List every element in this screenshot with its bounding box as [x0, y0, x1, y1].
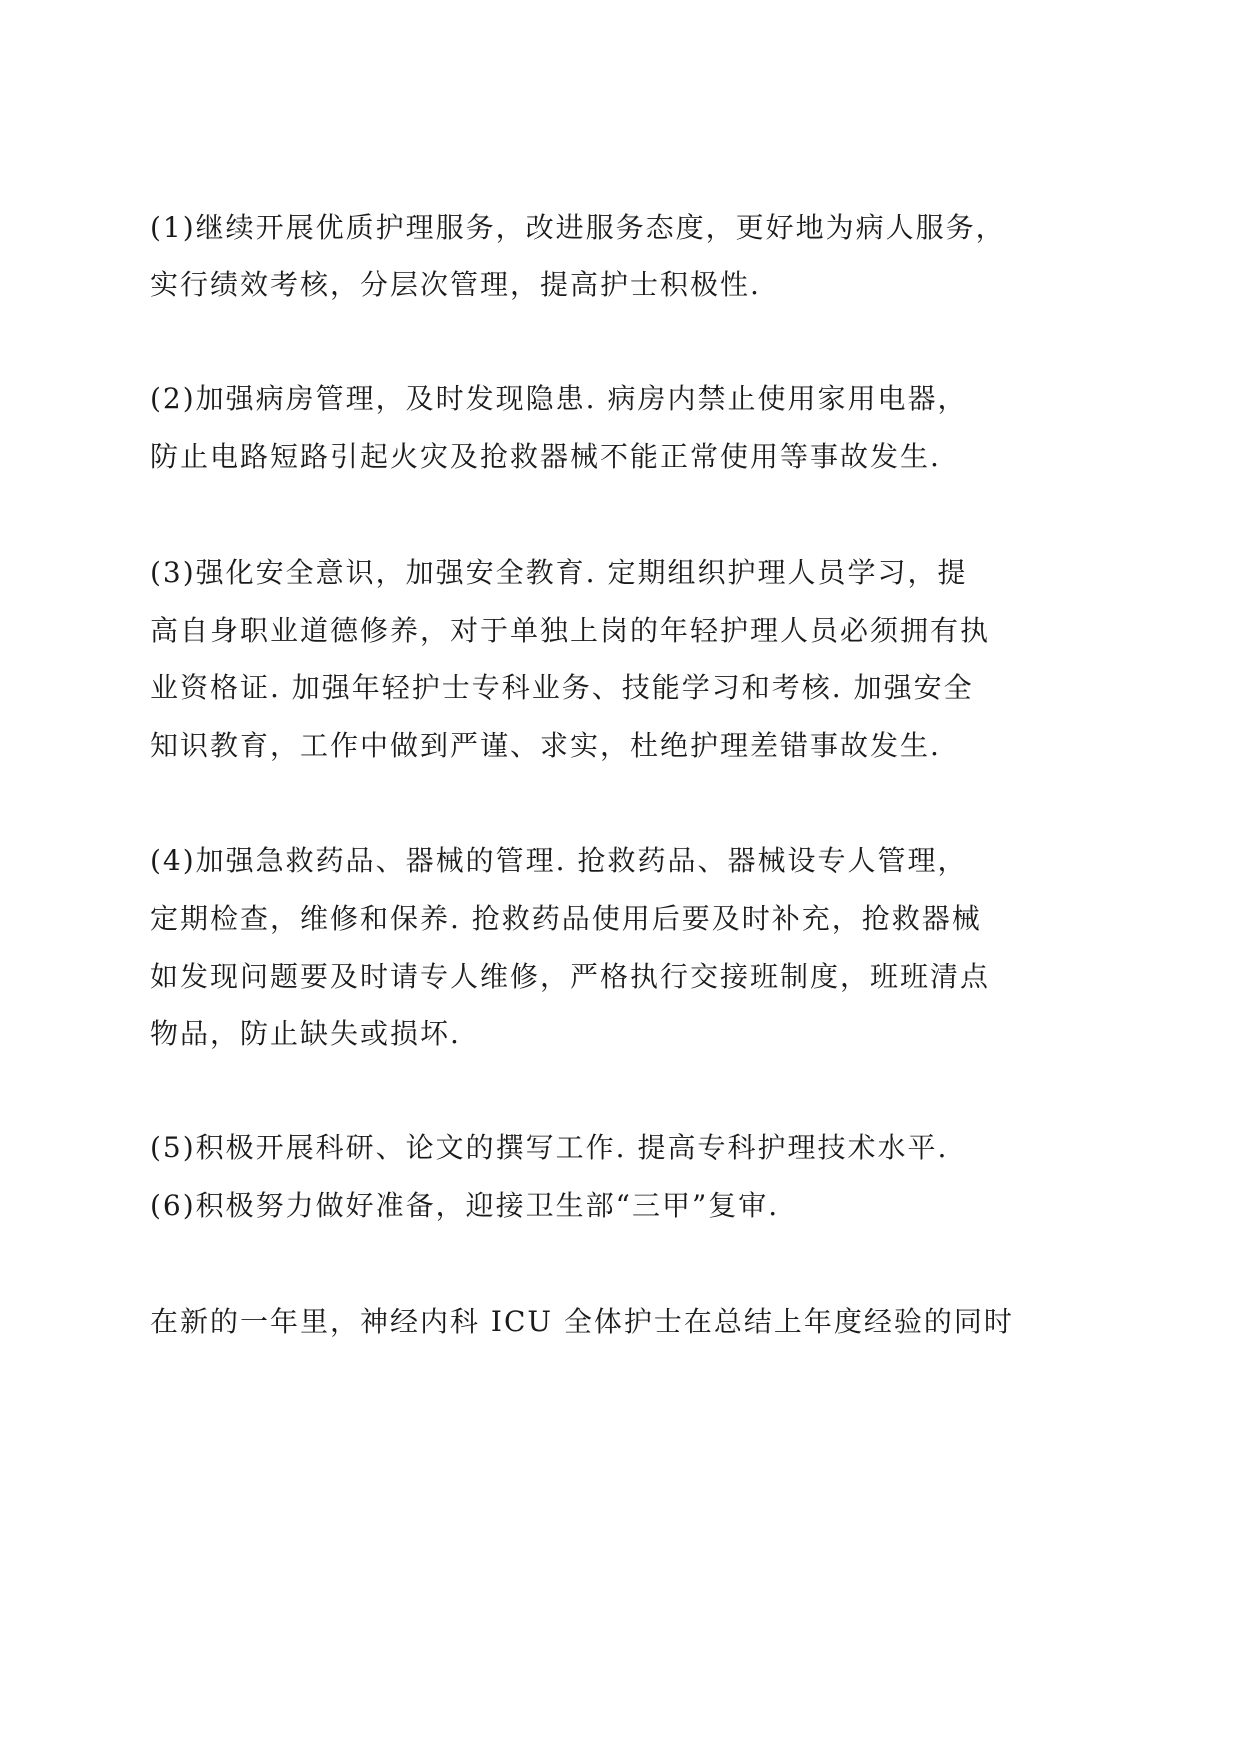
- text-line: 在新的一年里，神经内科 ICU 全体护士在总结上年度经验的同时: [150, 1305, 1014, 1338]
- text-line: 业资格证. 加强年轻护士专科业务、技能学习和考核. 加强安全: [150, 671, 974, 704]
- text-line: (6)积极努力做好准备，迎接卫生部“三甲”复审.: [150, 1189, 780, 1222]
- text-line: 如发现问题要及时请专人维修，严格执行交接班制度，班班清点: [150, 960, 991, 993]
- text-line: (3)强化安全意识，加强安全教育. 定期组织护理人员学习，提: [150, 556, 968, 589]
- text-line: 知识教育，工作中做到严谨、求实，杜绝护理差错事故发生.: [150, 729, 941, 762]
- text-line: (4)加强急救药品、器械的管理. 抢救药品、器械设专人管理，: [150, 844, 968, 877]
- text-line: 物品，防止缺失或损坏.: [150, 1017, 461, 1050]
- text-line: 防止电路短路引起火灾及抢救器械不能正常使用等事故发生.: [150, 440, 941, 473]
- text-line: (2)加强病房管理，及时发现隐患. 病房内禁止使用家用电器，: [150, 382, 968, 415]
- text-line: 高自身职业道德修养，对于单独上岗的年轻护理人员必须拥有执: [150, 614, 991, 647]
- text-line: 定期检查，维修和保养. 抢救药品使用后要及时补充，抢救器械: [150, 902, 982, 935]
- text-line: (5)积极开展科研、论文的撰写工作. 提高专科护理技术水平.: [150, 1131, 949, 1164]
- text-line: (1)继续开展优质护理服务，改进服务态度，更好地为病人服务，: [150, 211, 1006, 244]
- text-line: 实行绩效考核，分层次管理，提高护士积极性.: [150, 268, 761, 301]
